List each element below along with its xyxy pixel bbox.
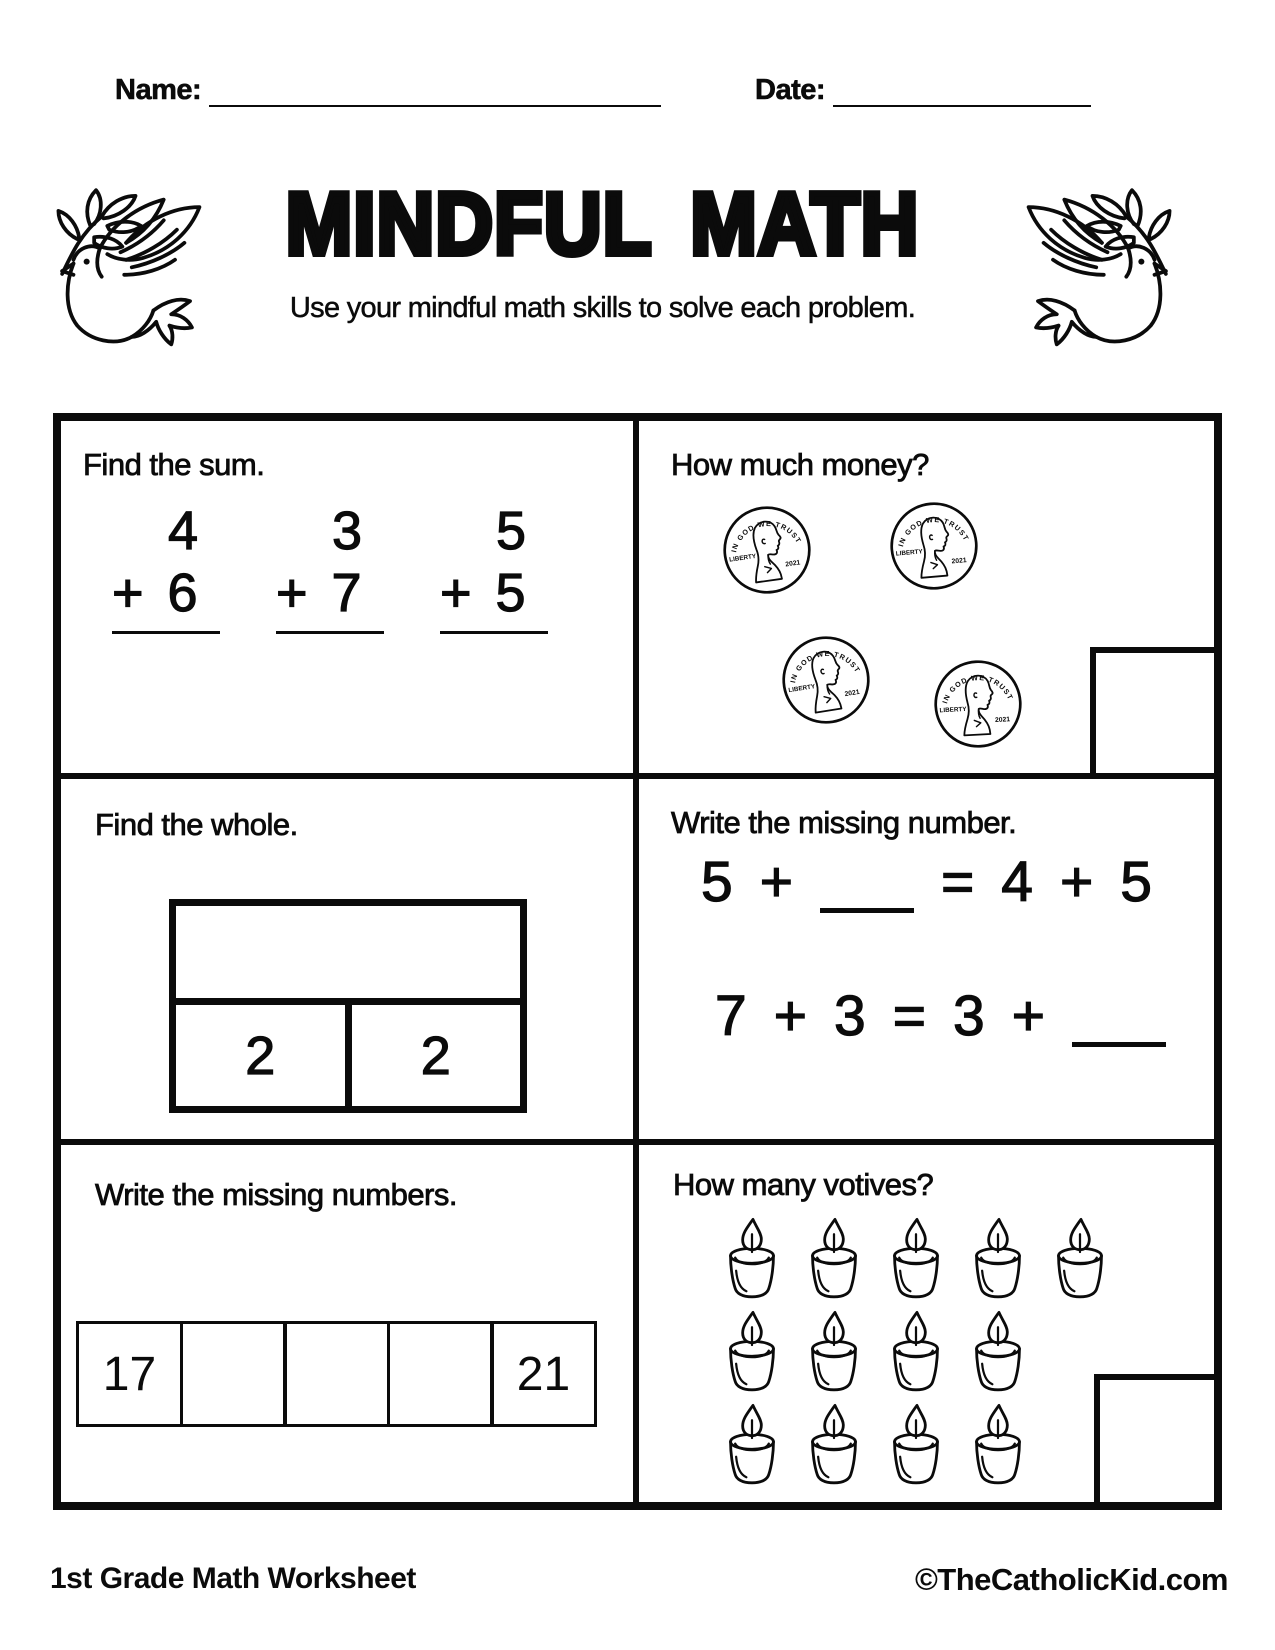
prompt-money: How much money?	[671, 447, 929, 482]
part-whole-diagram	[169, 899, 527, 1113]
name-label: Name:	[115, 74, 202, 106]
equation-token: =	[941, 850, 975, 914]
title-block	[240, 174, 965, 325]
prompt-find-sum: Find the sum.	[83, 447, 265, 482]
svg-text:2021: 2021	[784, 559, 801, 569]
cell-missing-numbers	[61, 1145, 639, 1502]
equation-token: +	[1060, 850, 1094, 914]
dove-olive-branch-icon	[34, 176, 222, 352]
candle-grid	[724, 1215, 1108, 1494]
top-addend: 3	[332, 501, 363, 561]
prompt-votives: How many votives?	[673, 1167, 934, 1202]
svg-text:IN GOD WE TRUST: IN GOD WE TRUST	[729, 519, 804, 554]
penny-coin-icon	[775, 629, 878, 732]
bottom-addend: 6	[167, 563, 198, 623]
cell-money	[639, 421, 1214, 779]
cell-missing-number	[639, 779, 1214, 1145]
votive-candle-icon	[806, 1308, 862, 1397]
equation-token: +	[759, 850, 793, 914]
date-field	[755, 74, 1091, 107]
equation-token: +	[773, 984, 807, 1048]
svg-text:IN GOD WE TRUST: IN GOD WE TRUST	[896, 514, 972, 548]
equation-token: 5	[701, 850, 733, 914]
votive-candle-icon	[806, 1401, 862, 1490]
svg-text:LIBERTY: LIBERTY	[939, 705, 967, 715]
part-box-left: 2	[176, 1005, 352, 1106]
votive-candle-icon	[970, 1308, 1026, 1397]
votive-candle-icon	[888, 1401, 944, 1490]
equation-token: =	[892, 984, 926, 1048]
votive-candle-icon	[888, 1308, 944, 1397]
sequence-cell	[387, 1321, 494, 1427]
cell-find-whole	[61, 779, 639, 1145]
number-sequence-strip	[76, 1321, 597, 1427]
penny-coin-icon	[716, 499, 818, 601]
cell-votives	[639, 1145, 1214, 1502]
addition-problem	[112, 501, 220, 634]
votive-candle-icon	[724, 1308, 780, 1397]
money-answer-box	[1090, 647, 1214, 773]
svg-text:IN GOD WE TRUST: IN GOD WE TRUST	[788, 649, 863, 684]
sequence-cell: 21	[490, 1321, 597, 1427]
plus-sign: +	[112, 563, 144, 623]
votive-candle-icon	[970, 1401, 1026, 1490]
plus-sign: +	[440, 563, 472, 623]
plus-sign: +	[276, 563, 308, 623]
name-blank-line	[209, 79, 661, 107]
sum-answer-line	[276, 631, 384, 634]
addition-problems	[112, 501, 548, 634]
svg-text:LIBERTY: LIBERTY	[728, 552, 757, 564]
top-addend: 5	[496, 501, 527, 561]
votive-candle-icon	[724, 1401, 780, 1490]
footer-worksheet-label: 1st Grade Math Worksheet	[50, 1562, 416, 1595]
votive-candle-icon	[806, 1215, 862, 1304]
equation-token: 4	[1001, 850, 1033, 914]
equation-token: +	[1011, 984, 1045, 1048]
svg-text:IN GOD WE TRUST: IN GOD WE TRUST	[940, 672, 1016, 705]
equation-token: 3	[953, 984, 985, 1048]
votive-candle-icon	[724, 1215, 780, 1304]
equation-token: 5	[1120, 850, 1152, 914]
answer-blank	[1072, 992, 1166, 1047]
whole-box	[176, 906, 520, 1005]
bottom-addend: 5	[495, 563, 526, 623]
date-label: Date:	[755, 74, 826, 106]
worksheet-grid	[53, 413, 1222, 1510]
name-field	[115, 74, 661, 107]
votives-answer-box	[1094, 1374, 1214, 1502]
votive-candle-icon	[1052, 1215, 1108, 1304]
penny-coin-icon	[931, 657, 1026, 752]
sequence-cell	[180, 1321, 287, 1427]
page-subtitle: Use your mindful math skills to solve each problem.	[289, 292, 916, 324]
prompt-missing-number: Write the missing number.	[671, 805, 1017, 840]
svg-text:2021: 2021	[994, 716, 1011, 725]
svg-text:LIBERTY: LIBERTY	[787, 683, 816, 695]
addition-problem	[440, 501, 548, 634]
dove-olive-branch-icon	[1006, 176, 1194, 352]
equation-token: 3	[834, 984, 866, 1048]
equation-row	[701, 851, 1152, 913]
page-title: MINDFUL MATH	[285, 174, 920, 273]
part-box-right: 2	[420, 1025, 451, 1086]
bottom-addend: 7	[331, 563, 362, 623]
sequence-cell	[283, 1321, 390, 1427]
sum-answer-line	[112, 631, 220, 634]
equation-row	[715, 985, 1166, 1047]
footer-credit: ©TheCatholicKid.com	[914, 1562, 1228, 1597]
penny-coin-icon	[885, 497, 983, 595]
svg-text:LIBERTY: LIBERTY	[895, 548, 924, 558]
votive-candle-icon	[888, 1215, 944, 1304]
candle-row	[724, 1215, 1108, 1304]
sum-answer-line	[440, 631, 548, 634]
addition-problem	[276, 501, 384, 634]
sequence-cell: 17	[76, 1321, 183, 1427]
candle-row	[724, 1308, 1108, 1397]
svg-text:2021: 2021	[844, 688, 861, 699]
cell-find-sum	[61, 421, 639, 779]
top-addend: 4	[168, 501, 199, 561]
candle-row	[724, 1401, 1108, 1490]
date-blank-line	[833, 79, 1091, 107]
equation-token: 7	[715, 984, 747, 1048]
prompt-find-whole: Find the whole.	[95, 807, 298, 842]
prompt-missing-numbers: Write the missing numbers.	[95, 1177, 457, 1212]
votive-candle-icon	[970, 1215, 1026, 1304]
answer-blank	[820, 858, 914, 913]
svg-text:2021: 2021	[951, 557, 967, 566]
